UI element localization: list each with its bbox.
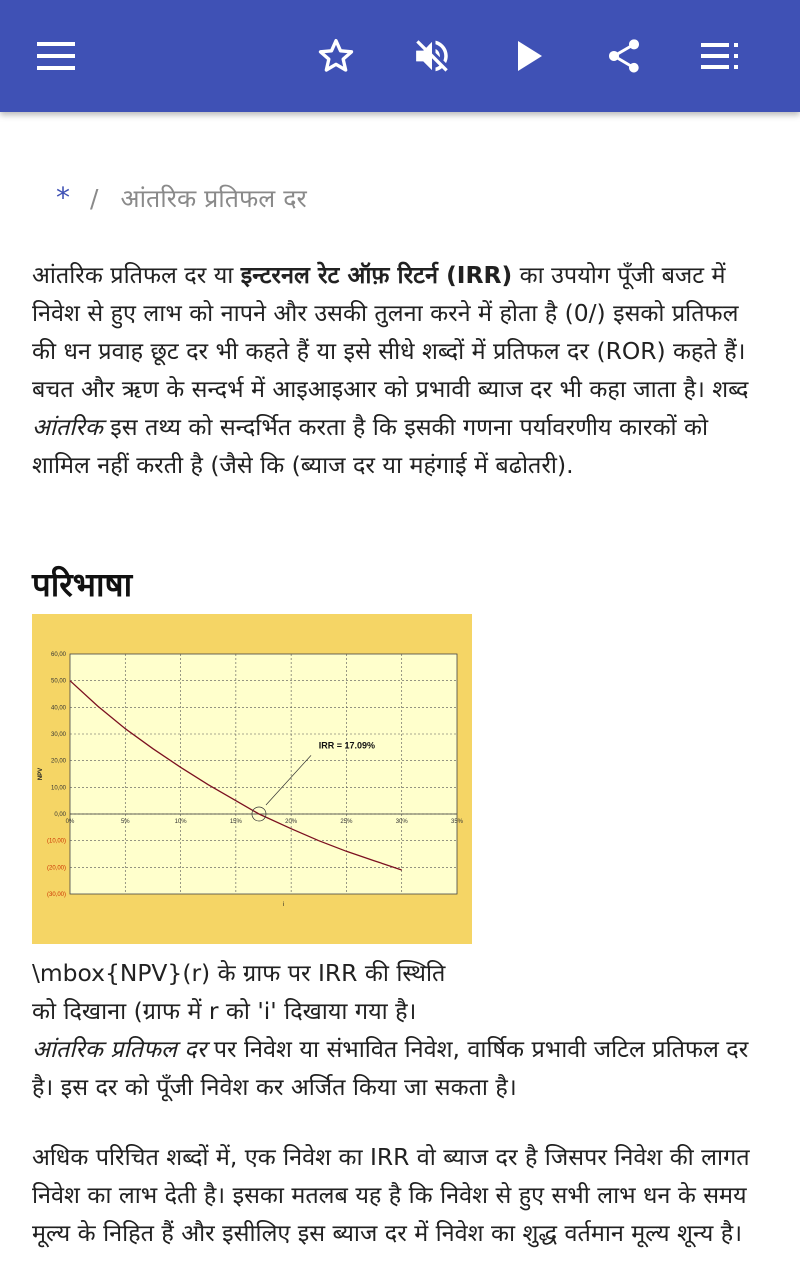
x-tick-label: 35%	[450, 819, 464, 825]
second-paragraph-text: अधिक परिचित शब्दों में, एक निवेश का IRR वो ब्याज दर है जिसपर निवेश की लागत निवेश का लाभ देती है। इसका मतलब यह है कि निवेश से हुए सभी लाभ धन के समय मूल्य के निहित हैं और इसीलिए इस ब्याज दर में निवेश का शुद्ध वर्तमान मूल्य शून्य है।	[32, 1143, 750, 1247]
breadcrumb-current: आंतरिक प्रतिफल दर	[120, 184, 307, 213]
caption-line-1: \mbox{NPV}(r) के ग्राफ पर IRR की स्थिति	[32, 959, 446, 987]
play-button[interactable]	[502, 28, 558, 84]
y-tick-label: 10,00	[50, 785, 66, 792]
y-tick-label: (10,00)	[46, 838, 66, 845]
star-outline-icon	[316, 36, 356, 76]
y-tick-label: (20,00)	[46, 865, 66, 872]
intro-text-2: का उपयोग पूँजी बजट में निवेश से हुए लाभ को नापने और उसकी तुलना करने में होता है (0/) इसको प्रतिफल की धन प्रवाह छूट दर भी कहते हैं या इसे सीधे शब्दों में प्रतिफल दर (ROR) कहते हैं। बचत और ऋण के सन्दर्भ में आइआइआर को प्रभावी ब्याज दर भी कहा जाता है। शब्द	[32, 261, 749, 403]
irr-annotation-label: IRR = 17.09%	[318, 740, 376, 751]
npv-chart-figure[interactable]	[32, 614, 472, 944]
caption-line-2: को दिखाना (ग्राफ में r को 'i' दिखाया गया है।	[32, 997, 417, 1025]
caption-rest: पर निवेश या संभावित निवेश, वार्षिक प्रभावी जटिल प्रतिफल दर है। इस दर को पूँजी निवेश कर अर्जित किया जा सकता है।	[32, 1035, 749, 1101]
y-tick-label: 0,00	[54, 812, 66, 818]
y-tick-label: 60,00	[50, 652, 66, 658]
y-tick-label: (30,00)	[46, 892, 66, 898]
intro-bold-term: इन्टरनल रेट ऑफ़ रिटर्न (IRR)	[240, 261, 513, 289]
hamburger-menu-icon	[37, 42, 75, 70]
share-icon	[604, 36, 644, 76]
section-heading: परिभाषा	[32, 565, 133, 604]
x-tick-label: 20%	[285, 819, 298, 825]
y-tick-label: 50,00	[50, 678, 66, 685]
y-tick-label: 20,00	[50, 758, 66, 765]
plot-area	[70, 654, 457, 894]
volume-off-icon	[411, 35, 453, 77]
figure-caption	[32, 954, 768, 1106]
y-tick-label: 40,00	[50, 705, 66, 712]
intro-text-3: इस तथ्य को सन्दर्भित करता है कि इसकी गणना पर्यावरणीय कारकों को शामिल नहीं करती है (जैसे कि (ब्याज दर या महंगाई में बढोतरी).	[32, 413, 709, 479]
x-tick-label: 0%	[65, 819, 75, 825]
menu-button[interactable]	[28, 28, 84, 84]
x-axis-label: i	[282, 902, 285, 908]
caption-italic-term: आंतरिक प्रतिफल दर	[32, 1035, 207, 1063]
npv-chart	[32, 614, 472, 944]
mute-button[interactable]	[404, 28, 460, 84]
intro-paragraph	[32, 256, 768, 484]
x-tick-label: 15%	[229, 819, 242, 825]
intro-italic-term: आंतरिक	[32, 413, 103, 441]
second-paragraph	[32, 1138, 768, 1252]
x-tick-label: 5%	[120, 819, 130, 825]
play-icon	[516, 40, 544, 72]
favorite-button[interactable]	[308, 28, 364, 84]
x-tick-label: 10%	[174, 819, 187, 825]
share-button[interactable]	[596, 28, 652, 84]
app-bar	[0, 0, 800, 112]
breadcrumb-home-link[interactable]: *	[56, 181, 70, 214]
breadcrumb-separator: /	[90, 184, 99, 213]
y-tick-label: 30,00	[50, 732, 66, 738]
table-of-contents-icon	[701, 43, 739, 69]
intro-text-1: आंतरिक प्रतिफल दर या	[32, 261, 241, 289]
toc-button[interactable]	[692, 28, 748, 84]
breadcrumb	[56, 178, 307, 218]
x-tick-label: 25%	[340, 819, 353, 825]
y-axis-label: NPV	[38, 767, 44, 781]
x-tick-label: 30%	[395, 819, 408, 825]
